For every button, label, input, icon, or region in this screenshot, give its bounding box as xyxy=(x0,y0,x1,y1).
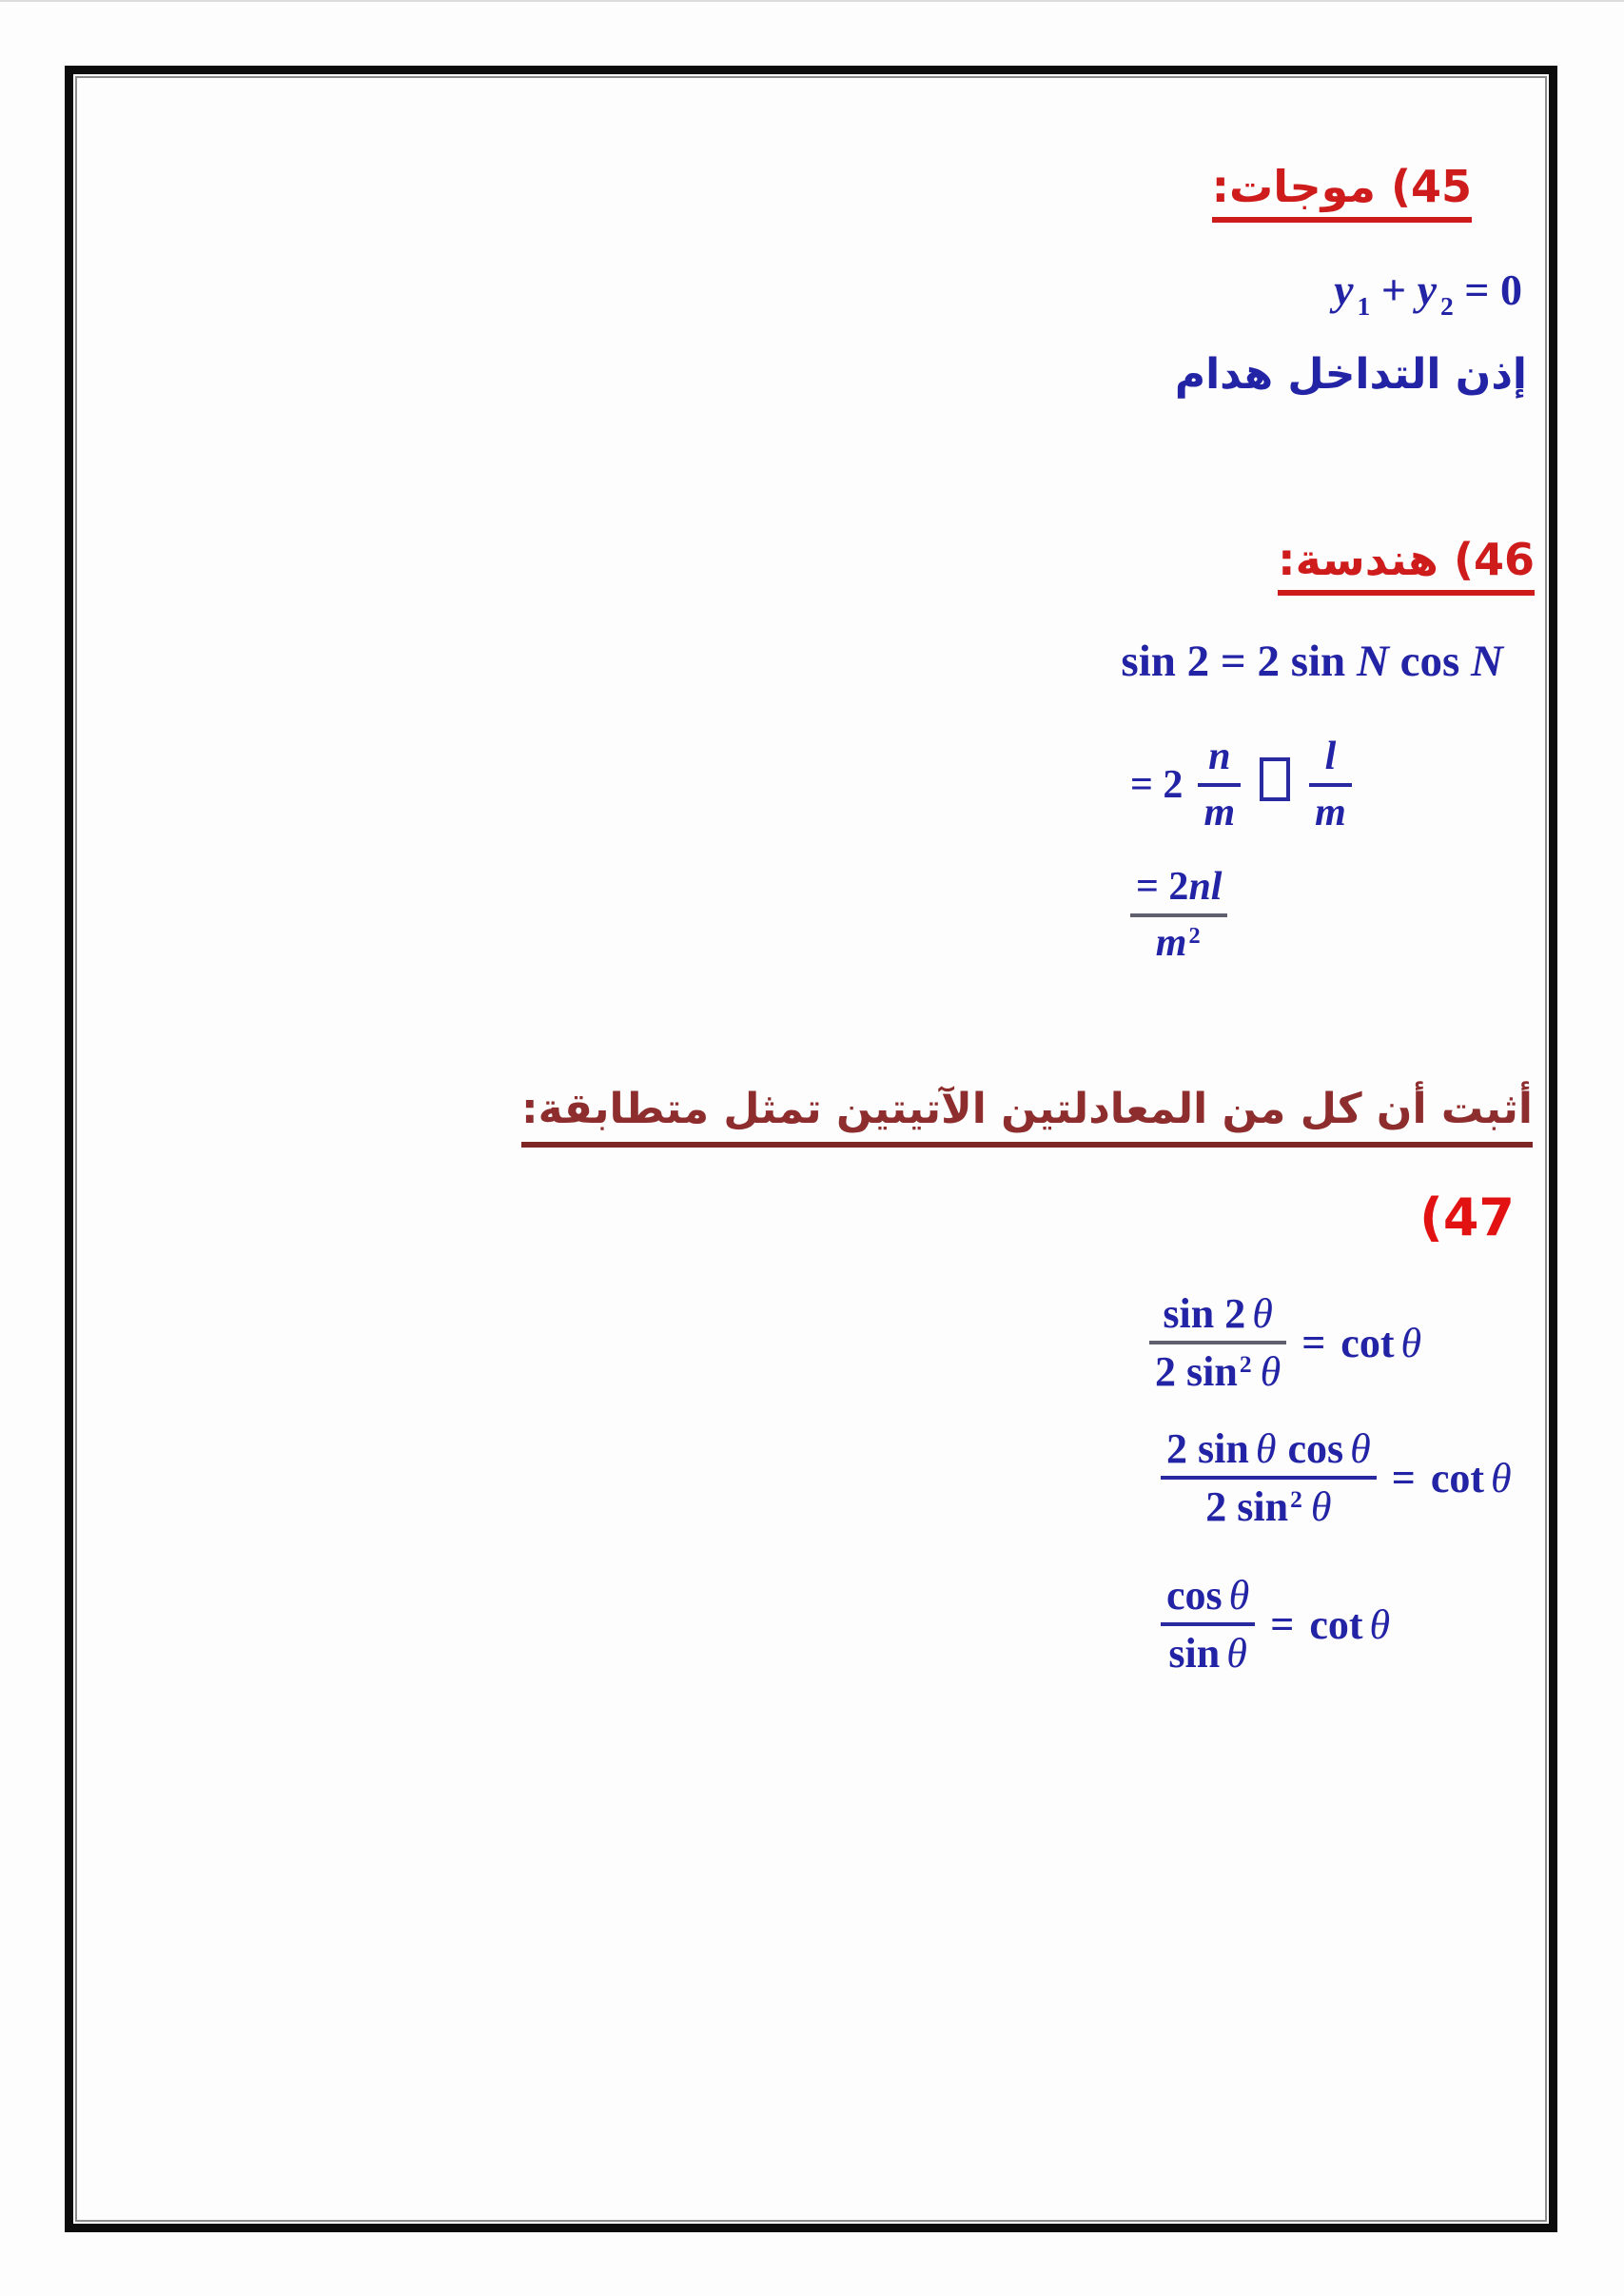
fraction-2nl-over-m2 xyxy=(1130,865,1227,966)
plus-sign: + xyxy=(1370,265,1418,314)
y2-variable: y xyxy=(1417,265,1437,314)
y1-variable: y xyxy=(1334,265,1354,314)
sin-2-text: sin 2 xyxy=(1163,1290,1246,1337)
theta-symbol: θ xyxy=(1226,1630,1247,1678)
exponent-2: 2 xyxy=(1290,1485,1302,1514)
denominator-m: m xyxy=(1203,791,1236,835)
numerator xyxy=(1161,1572,1255,1619)
denominator-m-squared xyxy=(1150,921,1208,966)
variables-nl: nl xyxy=(1188,865,1223,909)
prove-identities-prompt: أثبت أن كل من المعادلتين الآتيتين تمثل متطابقة: xyxy=(521,1085,1533,1148)
fraction-sin2theta-over-2sin2theta xyxy=(1149,1290,1286,1396)
problem-47-number: 47) xyxy=(1419,1187,1515,1247)
fraction-2sincos-over-2sin2theta xyxy=(1161,1425,1377,1531)
section-46-title: 46) هندسة: xyxy=(1278,535,1535,596)
missing-glyph-box xyxy=(1260,757,1290,801)
cos-text: cos xyxy=(1287,1425,1344,1472)
simplified-result-equation xyxy=(1130,864,1227,966)
variable-N: N xyxy=(1471,637,1503,686)
2-sin-text: 2 sin xyxy=(1155,1348,1238,1396)
cot-theta xyxy=(1340,1319,1421,1367)
cot-theta xyxy=(1431,1454,1512,1502)
numerator xyxy=(1161,1425,1377,1472)
theta-symbol: θ xyxy=(1310,1483,1332,1531)
section-45-title: 45) موجات: xyxy=(1212,162,1472,223)
denominator xyxy=(1163,1630,1252,1677)
variable-N: N xyxy=(1356,637,1389,686)
equation-text: sin 2 = 2 sin xyxy=(1121,637,1357,686)
numerator-2nl xyxy=(1130,865,1227,910)
fraction-bar xyxy=(1161,1622,1255,1626)
denominator-m: m xyxy=(1315,791,1346,835)
exponent-2: 2 xyxy=(1239,1350,1252,1379)
cot-text: cot xyxy=(1309,1600,1363,1648)
theta-symbol: θ xyxy=(1400,1319,1422,1366)
equals-sign: = xyxy=(1391,1454,1416,1501)
fraction-product-equation xyxy=(1130,735,1352,835)
y1-subscript: 1 xyxy=(1357,291,1371,322)
numerator xyxy=(1157,1290,1278,1337)
fraction-bar xyxy=(1161,1476,1377,1480)
cos-text: cos xyxy=(1166,1572,1223,1619)
denominator xyxy=(1200,1483,1337,1530)
fraction-cos-over-sin xyxy=(1161,1572,1255,1678)
theta-symbol: θ xyxy=(1260,1348,1282,1396)
theta-symbol: θ xyxy=(1252,1290,1273,1337)
theta-symbol: θ xyxy=(1228,1572,1250,1619)
fraction-bar xyxy=(1309,783,1352,787)
cot-theta xyxy=(1309,1600,1390,1649)
y2-subscript: 2 xyxy=(1439,291,1454,322)
equals-two: = 2 xyxy=(1136,865,1189,909)
wave-sum-equation xyxy=(1334,265,1522,322)
fraction-l-over-m xyxy=(1309,735,1352,835)
fraction-n-over-m xyxy=(1198,735,1241,835)
double-angle-equation xyxy=(1121,636,1503,687)
theta-symbol: θ xyxy=(1255,1425,1277,1472)
sin-text: sin xyxy=(1168,1630,1221,1678)
cos-text: cos xyxy=(1388,637,1472,686)
equals-sign: = xyxy=(1270,1600,1295,1648)
exponent-2: 2 xyxy=(1188,922,1201,949)
2-sin-text: 2 sin xyxy=(1166,1425,1249,1472)
theta-symbol: θ xyxy=(1491,1454,1512,1501)
identity-equation-3 xyxy=(1161,1572,1390,1678)
fraction-bar xyxy=(1149,1341,1286,1344)
identity-equation-2 xyxy=(1161,1425,1512,1531)
cot-text: cot xyxy=(1340,1319,1395,1366)
equals-sign: = xyxy=(1301,1319,1326,1366)
variable-m: m xyxy=(1155,921,1187,966)
equals-two: = 2 xyxy=(1130,763,1184,808)
fraction-bar xyxy=(1198,783,1241,787)
theta-symbol: θ xyxy=(1350,1425,1371,1472)
numerator-n: n xyxy=(1208,735,1231,778)
denominator xyxy=(1149,1348,1286,1395)
destructive-interference-conclusion: إذن التداخل هدام xyxy=(1174,350,1527,399)
identity-equation-1 xyxy=(1149,1290,1421,1396)
fraction-bar xyxy=(1130,913,1227,917)
cot-text: cot xyxy=(1430,1454,1484,1501)
theta-symbol: θ xyxy=(1369,1600,1391,1648)
numerator-l: l xyxy=(1324,735,1337,778)
equals-zero: = 0 xyxy=(1453,265,1522,314)
scan-edge-artifact xyxy=(0,0,1624,2)
2-sin-text: 2 sin xyxy=(1205,1483,1289,1531)
